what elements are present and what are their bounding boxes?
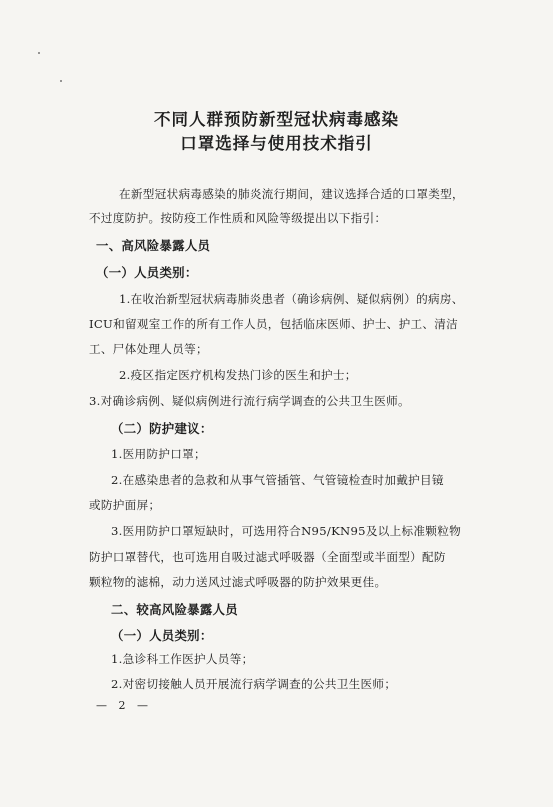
section-2-heading: 二、较高风险暴露人员: [111, 602, 238, 617]
section-1-item-2: 2.疫区指定医疗机构发热门诊的医生和护士；: [119, 368, 357, 382]
section-1-advice-3-line-1: 3.医用防护口罩短缺时，可选用符合N95/KN95及以上标准颗粒物: [111, 524, 461, 538]
section-1-advice-2-line-1: 2.在感染患者的急救和从事气管插管、气管镜检查时加戴护目镜: [111, 473, 444, 487]
intro-line-2: 不过度防护。按防疫工作性质和风险等级提出以下指引：: [89, 211, 387, 225]
section-1-heading: 一、高风险暴露人员: [96, 238, 211, 253]
document-title-line-2: 口罩选择与使用技术指引: [180, 134, 373, 153]
section-1-subheading-advice: （二）防护建议：: [111, 421, 213, 436]
page-number: — 2 —: [96, 699, 152, 712]
section-1-subheading-categories: （一）人员类别：: [96, 265, 198, 280]
document-title-line-1: 不同人群预防新型冠状病毒感染: [154, 110, 399, 129]
section-1-advice-3-line-3: 颗粒物的滤棉，动力送风过滤式呼吸器的防护效果更佳。: [89, 575, 387, 589]
intro-line-1: 在新型冠状病毒感染的肺炎流行期间，建议选择合适的口罩类型，: [119, 187, 464, 201]
section-2-item-2: 2.对密切接触人员开展流行病学调查的公共卫生医师；: [111, 677, 397, 691]
section-2-subheading-categories: （一）人员类别：: [111, 628, 213, 643]
section-1-item-1-line-1: 1.在收治新型冠状病毒肺炎患者（确诊病例、疑似病例）的病房、: [119, 292, 464, 306]
section-2-item-1: 1.急诊科工作医护人员等；: [111, 652, 254, 666]
section-1-item-1-line-3: 工、尸体处理人员等；: [89, 342, 208, 356]
section-1-advice-3-line-2: 防护口罩替代，也可选用自吸过滤式呼吸器（全面型或半面型）配防: [89, 550, 446, 564]
section-1-item-1-line-2: ICU和留观室工作的所有工作人员，包括临床医师、护士、护工、清洁: [89, 317, 459, 331]
scan-speck: [38, 52, 40, 54]
section-1-item-3: 3.对确诊病例、疑似病例进行流行病学调查的公共卫生医师。: [89, 394, 410, 408]
section-1-advice-2-line-2: 或防护面屏；: [89, 498, 161, 512]
scan-speck: [60, 80, 62, 82]
section-1-advice-1: 1.医用防护口罩；: [111, 447, 206, 461]
